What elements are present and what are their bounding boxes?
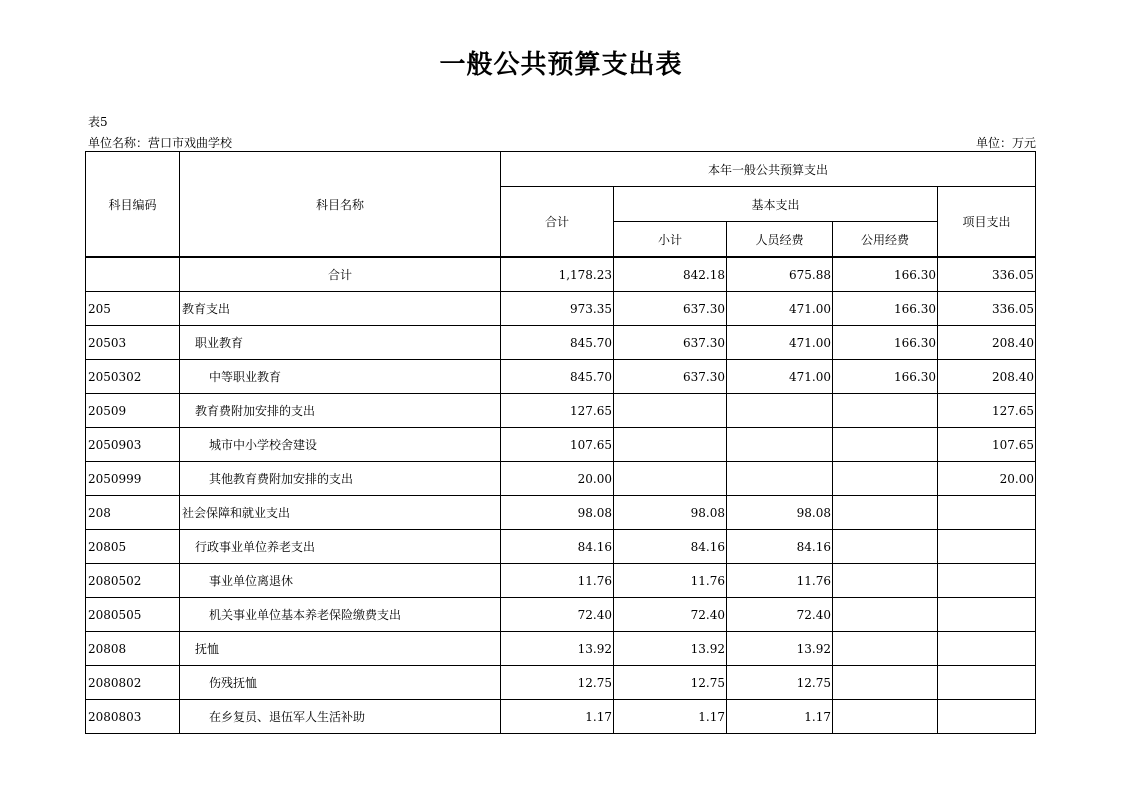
project-cell [938, 666, 1036, 700]
project-cell [938, 700, 1036, 734]
total-cell: 845.70 [501, 326, 614, 360]
name-cell: 中等职业教育 [180, 360, 501, 394]
personnel-cell: 471.00 [727, 326, 833, 360]
table-row [86, 598, 1036, 632]
subtotal-cell: 637.30 [614, 292, 727, 326]
unit-name: 单位名称：营口市戏曲学校 [88, 136, 233, 150]
table-row [86, 564, 1036, 598]
public-cell: 166.30 [833, 360, 938, 394]
personnel-cell [727, 428, 833, 462]
subtotal-cell: 1.17 [614, 700, 727, 734]
total-cell: 84.16 [501, 530, 614, 564]
code-cell: 20509 [86, 394, 180, 428]
code-cell: 205 [86, 292, 180, 326]
personnel-cell: 98.08 [727, 496, 833, 530]
name-cell: 行政事业单位养老支出 [180, 530, 501, 564]
name-cell: 机关事业单位基本养老保险缴费支出 [180, 598, 501, 632]
project-cell: 127.65 [938, 394, 1036, 428]
header-subtotal: 小计 [614, 222, 727, 258]
code-cell: 2080803 [86, 700, 180, 734]
subtotal-cell: 842.18 [614, 257, 727, 292]
project-cell: 20.00 [938, 462, 1036, 496]
header-personnel: 人员经费 [727, 222, 833, 258]
code-cell: 20503 [86, 326, 180, 360]
project-cell: 336.05 [938, 257, 1036, 292]
total-cell: 11.76 [501, 564, 614, 598]
subtotal-cell [614, 428, 727, 462]
header-total: 合计 [501, 187, 614, 258]
code-cell: 20805 [86, 530, 180, 564]
code-cell: 2080505 [86, 598, 180, 632]
total-cell: 20.00 [501, 462, 614, 496]
table-row [86, 496, 1036, 530]
total-cell: 72.40 [501, 598, 614, 632]
project-cell: 107.65 [938, 428, 1036, 462]
table-row [86, 292, 1036, 326]
budget-table [85, 151, 1036, 734]
header-basic: 基本支出 [614, 187, 938, 222]
subtotal-cell: 84.16 [614, 530, 727, 564]
code-cell: 2080502 [86, 564, 180, 598]
code-cell: 2050903 [86, 428, 180, 462]
project-cell: 208.40 [938, 326, 1036, 360]
subtotal-cell: 637.30 [614, 360, 727, 394]
public-cell [833, 632, 938, 666]
subtotal-cell: 11.76 [614, 564, 727, 598]
table-row [86, 428, 1036, 462]
code-cell: 2050302 [86, 360, 180, 394]
public-cell [833, 564, 938, 598]
project-cell: 208.40 [938, 360, 1036, 394]
public-cell [833, 598, 938, 632]
subtotal-cell: 12.75 [614, 666, 727, 700]
table-row [86, 462, 1036, 496]
total-cell: 973.35 [501, 292, 614, 326]
personnel-cell: 11.76 [727, 564, 833, 598]
name-cell: 事业单位离退休 [180, 564, 501, 598]
table-row [86, 666, 1036, 700]
total-cell: 13.92 [501, 632, 614, 666]
table-header [86, 152, 1036, 258]
public-cell [833, 462, 938, 496]
personnel-cell: 1.17 [727, 700, 833, 734]
project-cell [938, 632, 1036, 666]
subtotal-cell: 72.40 [614, 598, 727, 632]
header-public: 公用经费 [833, 222, 938, 258]
table-row [86, 394, 1036, 428]
public-cell: 166.30 [833, 326, 938, 360]
code-cell: 20808 [86, 632, 180, 666]
table-row [86, 360, 1036, 394]
total-cell: 1,178.23 [501, 257, 614, 292]
total-cell: 98.08 [501, 496, 614, 530]
code-cell: 2080802 [86, 666, 180, 700]
name-cell: 伤残抚恤 [180, 666, 501, 700]
project-cell: 336.05 [938, 292, 1036, 326]
project-cell [938, 530, 1036, 564]
table-row [86, 326, 1036, 360]
total-row [86, 257, 1036, 292]
subtotal-cell [614, 394, 727, 428]
name-cell: 合计 [180, 257, 501, 292]
public-cell [833, 428, 938, 462]
subtotal-cell [614, 462, 727, 496]
name-cell: 城市中小学校舍建设 [180, 428, 501, 462]
public-cell [833, 496, 938, 530]
personnel-cell [727, 394, 833, 428]
code-cell: 208 [86, 496, 180, 530]
name-cell: 社会保障和就业支出 [180, 496, 501, 530]
personnel-cell: 13.92 [727, 632, 833, 666]
header-group: 本年一般公共预算支出 [501, 152, 1036, 187]
name-cell: 其他教育费附加安排的支出 [180, 462, 501, 496]
name-cell: 抚恤 [180, 632, 501, 666]
project-cell [938, 598, 1036, 632]
personnel-cell: 675.88 [727, 257, 833, 292]
subtotal-cell: 13.92 [614, 632, 727, 666]
table-row [86, 530, 1036, 564]
total-cell: 845.70 [501, 360, 614, 394]
subtotal-cell: 637.30 [614, 326, 727, 360]
name-cell: 职业教育 [180, 326, 501, 360]
unit-label: 单位：万元 [975, 136, 1036, 150]
project-cell [938, 496, 1036, 530]
table-row [86, 700, 1036, 734]
table-number: 表5 [88, 115, 108, 129]
total-cell: 12.75 [501, 666, 614, 700]
total-cell: 127.65 [501, 394, 614, 428]
personnel-cell: 471.00 [727, 360, 833, 394]
subtotal-cell: 98.08 [614, 496, 727, 530]
personnel-cell: 72.40 [727, 598, 833, 632]
total-cell: 107.65 [501, 428, 614, 462]
header-project: 项目支出 [938, 187, 1036, 258]
code-cell: 2050999 [86, 462, 180, 496]
personnel-cell [727, 462, 833, 496]
page-title: 一般公共预算支出表 [439, 50, 683, 80]
name-cell: 教育支出 [180, 292, 501, 326]
public-cell [833, 700, 938, 734]
public-cell [833, 394, 938, 428]
public-cell: 166.30 [833, 257, 938, 292]
public-cell: 166.30 [833, 292, 938, 326]
public-cell [833, 530, 938, 564]
name-cell: 在乡复员、退伍军人生活补助 [180, 700, 501, 734]
project-cell [938, 564, 1036, 598]
public-cell [833, 666, 938, 700]
name-cell: 教育费附加安排的支出 [180, 394, 501, 428]
header-name: 科目名称 [180, 152, 501, 258]
code-cell [86, 257, 180, 292]
table-body [86, 257, 1036, 734]
total-cell: 1.17 [501, 700, 614, 734]
personnel-cell: 471.00 [727, 292, 833, 326]
table-row [86, 632, 1036, 666]
personnel-cell: 84.16 [727, 530, 833, 564]
header-code: 科目编码 [86, 152, 180, 258]
personnel-cell: 12.75 [727, 666, 833, 700]
